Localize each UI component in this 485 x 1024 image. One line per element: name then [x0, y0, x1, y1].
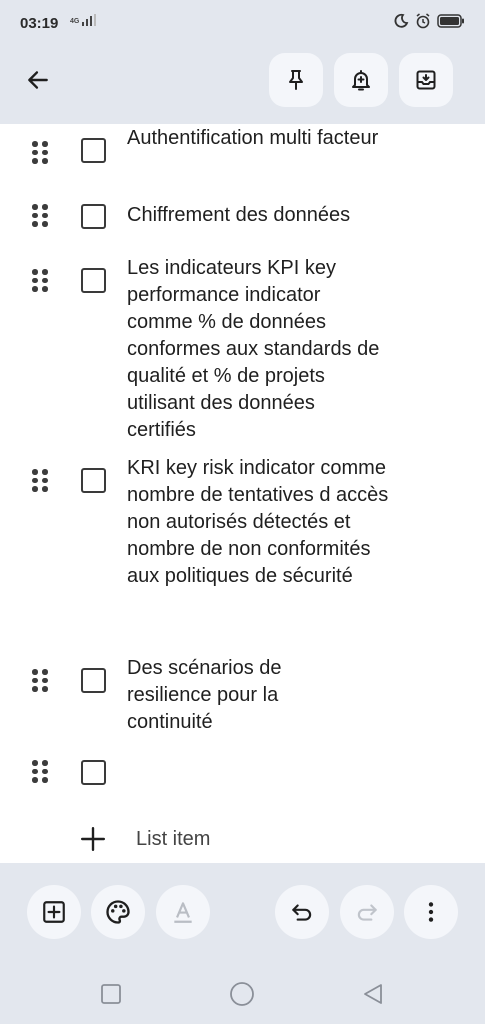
drag-handle-icon[interactable] [32, 469, 48, 491]
back-button[interactable] [18, 60, 58, 100]
drag-handle-icon[interactable] [32, 269, 48, 291]
more-options-button[interactable] [404, 885, 458, 939]
back-triangle-icon [361, 982, 385, 1006]
add-box-icon [41, 899, 67, 925]
recents-square-icon [100, 983, 122, 1005]
top-area [0, 0, 485, 124]
item-text[interactable]: Des scénarios de resilience pour la continuité [127, 657, 282, 733]
pin-icon [284, 68, 308, 92]
drag-handle-icon[interactable] [32, 141, 48, 163]
note-checklist [0, 124, 485, 863]
status-bar [0, 0, 485, 50]
item-checkbox[interactable] [81, 468, 106, 493]
recents-button[interactable] [96, 979, 126, 1009]
item-checkbox[interactable] [81, 204, 106, 229]
home-circle-icon [229, 981, 255, 1007]
redo-button[interactable] [340, 885, 394, 939]
drag-handle-icon[interactable] [32, 669, 48, 691]
item-checkbox[interactable] [81, 668, 106, 693]
undo-icon [289, 899, 315, 925]
item-checkbox[interactable] [81, 138, 106, 163]
redo-icon [354, 899, 380, 925]
app-bar [0, 50, 485, 112]
reminder-bell-icon [349, 68, 373, 92]
background-color-button[interactable] [91, 885, 145, 939]
moon-icon [393, 13, 409, 29]
archive-icon [414, 68, 438, 92]
reminder-button[interactable] [334, 53, 388, 107]
add-list-item-button[interactable] [80, 824, 210, 854]
drag-handle-icon[interactable] [32, 204, 48, 226]
signal-icon [82, 14, 96, 26]
network-indicator [70, 14, 96, 26]
item-text[interactable]: KRI key risk indicator comme nombre de tentatives d accès non autorisés détectés et nombre de non conformités aux politiques de sécurité [127, 457, 389, 587]
bottom-toolbar [0, 863, 485, 1024]
drag-handle-icon[interactable] [32, 760, 48, 782]
item-checkbox[interactable] [81, 760, 106, 785]
item-checkbox[interactable] [81, 268, 106, 293]
add-content-button[interactable] [27, 885, 81, 939]
item-text[interactable]: Les indicateurs KPI key performance indicator comme % de données conformes aux standards de qualité et % de projets utilisant des données certifiés [127, 257, 380, 441]
back-arrow-icon [25, 67, 51, 93]
text-format-button[interactable] [156, 885, 210, 939]
battery-icon [437, 14, 465, 28]
add-list-item-label: List item [136, 827, 211, 850]
plus-icon [80, 826, 106, 852]
pin-button[interactable] [269, 53, 323, 107]
home-button[interactable] [227, 979, 257, 1009]
status-icons [393, 13, 465, 29]
more-vert-icon [418, 899, 444, 925]
status-time: 03:19 [20, 15, 59, 32]
item-text[interactable]: Chiffrement des données [127, 204, 351, 226]
alarm-icon [415, 13, 431, 29]
text-format-icon [170, 899, 196, 925]
archive-button[interactable] [399, 53, 453, 107]
undo-button[interactable] [275, 885, 329, 939]
item-text[interactable]: Authentification multi facteur [127, 127, 379, 149]
system-back-button[interactable] [358, 979, 388, 1009]
system-navigation-bar [0, 967, 485, 1023]
palette-icon [104, 898, 132, 926]
network-type: 4G [70, 18, 80, 25]
